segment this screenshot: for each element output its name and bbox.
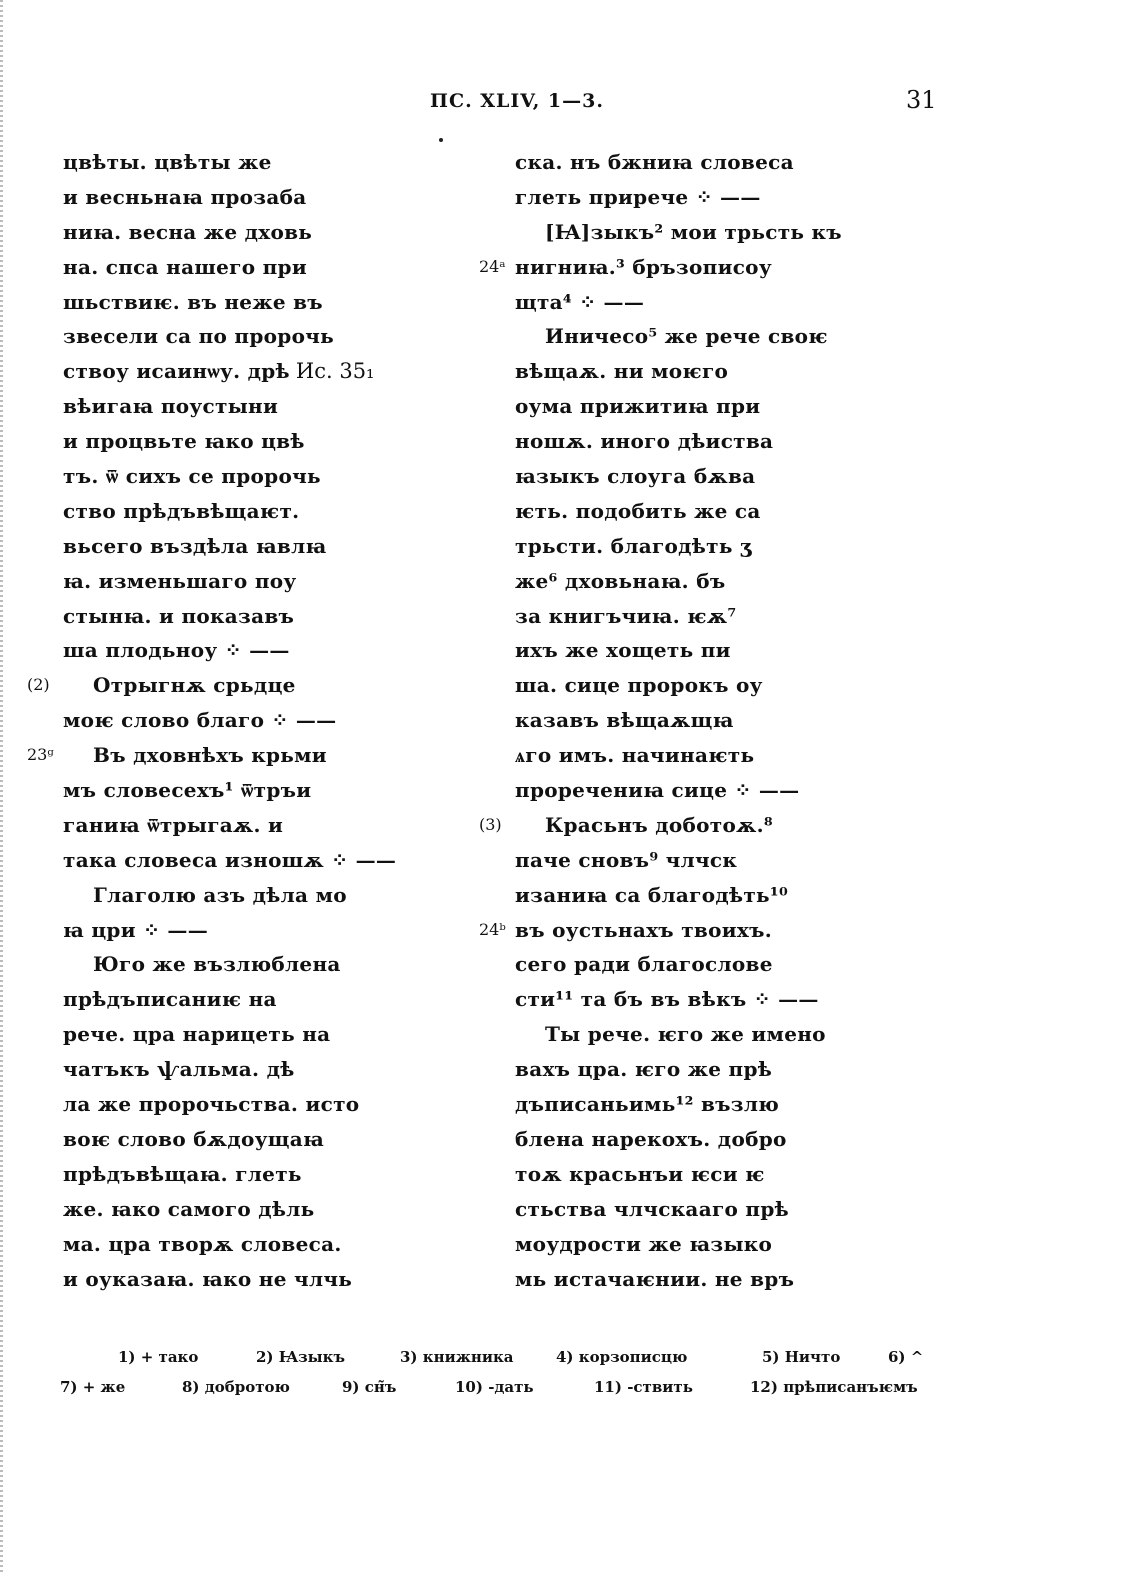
line-text: мь истачаѥнии. не връ <box>515 1266 795 1291</box>
line-text: ꙗзыкъ слоуга бѫва <box>515 464 756 489</box>
text-line <box>515 1122 842 1157</box>
line-text: и оуказаꙗ. ꙗко не члчь <box>63 1266 353 1291</box>
text-line <box>63 1262 396 1297</box>
line-text: щта⁴ ⁘ —— <box>515 289 645 314</box>
text-line <box>515 354 842 389</box>
text-line <box>515 1087 842 1122</box>
line-text: глеть прирече ⁘ —— <box>515 184 761 209</box>
line-text: и весньнаꙗ прозаба <box>63 184 307 209</box>
text-line <box>63 494 396 529</box>
text-line <box>515 215 842 250</box>
line-text: стынꙗ. и показавъ <box>63 603 295 628</box>
right-text-column <box>479 145 842 1296</box>
line-text: сти¹¹ та бъ въ вѣкъ ⁘ —— <box>515 987 819 1012</box>
line-text: за книгъчиꙗ. ѥѫ⁷ <box>515 603 737 628</box>
text-line <box>515 599 842 634</box>
text-line <box>63 459 396 494</box>
line-text: вьсего въздѣла ꙗвлꙗ <box>63 533 327 558</box>
text-line <box>515 878 842 913</box>
line-text: ѥть. подобить же са <box>515 498 761 523</box>
line-text: ска. нъ бжниꙗ словеса <box>515 150 794 174</box>
text-line <box>515 738 842 773</box>
text-line <box>63 145 396 180</box>
text-line <box>63 1192 396 1227</box>
line-text: ꙗ. изменьшаго поу <box>63 568 297 593</box>
text-line <box>515 843 842 878</box>
line-text: дъписаньимь¹² възлю <box>515 1092 780 1117</box>
text-line <box>63 633 396 668</box>
page-number: 31 <box>906 86 937 114</box>
text-line <box>515 459 842 494</box>
text-line <box>63 982 396 1017</box>
line-text: шьствиѥ. въ неже въ <box>63 289 323 314</box>
line-text: паче сновъ⁹ члчск <box>515 847 738 872</box>
line-text: стьства члчскааго прѣ <box>515 1196 789 1221</box>
text-line <box>515 145 842 180</box>
text-line <box>515 564 842 599</box>
line-text: ла же пророчьства. исто <box>63 1092 360 1117</box>
line-text: изаниꙗ са благодѣть¹⁰ <box>515 882 789 907</box>
text-line <box>63 1122 396 1157</box>
text-line <box>63 564 396 599</box>
margin-marker: 24ᵃ <box>479 256 506 276</box>
line-text: моѥ слово благо ⁘ —— <box>63 708 337 733</box>
text-line <box>515 389 842 424</box>
line-text: на. спса нашего при <box>63 254 307 279</box>
line-text: вахъ цра. ѥго же прѣ <box>515 1057 773 1082</box>
text-line <box>515 1192 842 1227</box>
margin-marker: 23ᵍ <box>27 745 54 765</box>
line-text: же⁶ дховьнаꙗ. бъ <box>515 568 726 593</box>
line-text: трьсти. благодѣть ʒ <box>515 533 752 558</box>
text-line <box>63 389 396 424</box>
text-line <box>63 1052 396 1087</box>
line-text: ниꙗ. весна же дховь <box>63 219 313 244</box>
text-line <box>515 633 842 668</box>
text-line <box>515 773 842 808</box>
line-text: нигниꙗ.³ бръзописоу <box>515 254 772 279</box>
text-line <box>63 773 396 808</box>
text-line <box>63 1087 396 1122</box>
text-line <box>63 319 396 354</box>
line-text: въ оустьнахъ твоихъ. <box>515 917 773 942</box>
text-line <box>63 1157 396 1192</box>
text-line <box>479 250 842 285</box>
footnote: 9) сн̃ъ <box>342 1378 397 1396</box>
margin-marker: 24ᵇ <box>479 919 506 939</box>
text-line <box>63 808 396 843</box>
line-text: ганиꙗ ѿтрыгаѫ. и <box>63 812 284 837</box>
footnote: 10) -дать <box>455 1378 534 1396</box>
footnote: 5) Ничто <box>762 1348 841 1366</box>
text-line <box>515 982 842 1017</box>
text-line <box>515 180 842 215</box>
line-text: Въ дховнѣхъ крьми <box>93 743 327 768</box>
line-text: Красьнъ доботоѫ.⁸ <box>545 812 773 837</box>
text-line <box>63 529 396 564</box>
text-line <box>515 1157 842 1192</box>
margin-marker: (3) <box>479 814 502 834</box>
text-line <box>63 215 396 250</box>
text-line <box>27 738 396 773</box>
line-text: воѥ слово бѫдоущаꙗ <box>63 1126 325 1151</box>
line-text: ꙗ цри ⁘ —— <box>63 917 209 942</box>
line-text: ношѫ. иного дѣиства <box>515 429 774 454</box>
line-text: Отрыгнѫ срьдце <box>93 673 296 698</box>
text-line <box>63 250 396 285</box>
text-line <box>515 285 842 320</box>
text-line <box>63 599 396 634</box>
line-text: ша плодьноу ⁘ —— <box>63 638 290 663</box>
line-text: блена нарекохъ. добро <box>515 1126 787 1151</box>
text-line <box>515 1262 842 1297</box>
text-line <box>63 1017 396 1052</box>
line-text: цвѣты. цвѣты же <box>63 150 272 174</box>
running-header: ПС. XLIV, 1—3. <box>430 90 604 112</box>
line-text: тоѫ красьнъи ѥси ѥ <box>515 1161 765 1186</box>
line-text: чатъкъ ѱальма. дѣ <box>63 1057 295 1082</box>
line-text: же. ꙗко самого дѣль <box>63 1196 315 1221</box>
line-text: ствоу исаинѡу. дрѣ <box>63 359 290 384</box>
left-text-column <box>27 145 397 1296</box>
line-text: казавъ вѣщаѫщꙗ <box>515 708 734 733</box>
margin-marker: (2) <box>27 675 50 695</box>
text-line <box>63 1227 396 1262</box>
text-line <box>63 180 396 215</box>
line-text: Юго же възлюблена <box>93 952 341 977</box>
line-text: ѧго имъ. начинаѥть <box>515 743 755 768</box>
ink-dot <box>439 138 443 142</box>
line-text: Ты рече. ѥго же имено <box>545 1022 826 1047</box>
text-line <box>515 947 842 982</box>
text-line <box>515 529 842 564</box>
footnote: 11) -ствить <box>594 1378 693 1396</box>
line-text: [Ꙗ]зыкъ² мои трьсть къ <box>545 219 842 244</box>
footnote: 3) книжника <box>400 1348 514 1366</box>
text-line <box>515 424 842 459</box>
text-line <box>479 808 842 843</box>
cross-reference: Ис. 35₁ <box>295 359 375 384</box>
text-line <box>479 913 842 948</box>
line-text: мъ словесехъ¹ ѿтръи <box>63 778 312 803</box>
line-text: сего ради благослове <box>515 952 773 977</box>
text-line <box>515 1017 842 1052</box>
line-text: рече. цра нарицеть на <box>63 1022 331 1047</box>
line-text: вѣигаꙗ поустыни <box>63 394 279 419</box>
text-line <box>515 703 842 738</box>
text-line <box>27 668 396 703</box>
text-line <box>63 703 396 738</box>
text-line <box>515 494 842 529</box>
text-line <box>63 947 396 982</box>
text-line <box>63 843 396 878</box>
line-text: оума прижитиꙗ при <box>515 394 761 419</box>
line-text: ство прѣдъвѣщаѥт. <box>63 498 300 523</box>
text-line <box>515 1052 842 1087</box>
line-text: и процвьте ꙗко цвѣ <box>63 429 305 454</box>
line-text: Иничесо⁵ же рече своѥ <box>545 324 828 349</box>
line-text: прѣдъвѣщаꙗ. глеть <box>63 1161 302 1186</box>
footnote: 8) добротою <box>182 1378 290 1396</box>
line-text: така словеса изношѫ ⁘ —— <box>63 847 397 872</box>
text-line <box>63 913 396 948</box>
line-text: тъ. ѿ сихъ се пророчь <box>63 464 321 489</box>
footnote: 2) Ꙗзыкъ <box>256 1348 346 1366</box>
text-line <box>515 319 842 354</box>
line-text: моудрости же ꙗзыко <box>515 1231 773 1256</box>
line-text: вѣщаѫ. ни моѥго <box>515 359 729 384</box>
text-line <box>63 878 396 913</box>
footnote: 7) + же <box>60 1378 126 1396</box>
footnote: 6) ^ <box>888 1348 924 1366</box>
footnote: 1) + тако <box>118 1348 199 1366</box>
line-text: ма. цра творѫ словеса. <box>63 1231 342 1256</box>
line-text: Глаголю азъ дѣла мо <box>93 882 347 907</box>
page-edge <box>0 0 3 1572</box>
text-line <box>515 1227 842 1262</box>
text-line <box>63 354 396 389</box>
text-line <box>63 285 396 320</box>
text-line <box>63 424 396 459</box>
footnote: 4) корзописцю <box>556 1348 688 1366</box>
line-text: прѣдъписаниѥ на <box>63 987 277 1012</box>
line-text: ихъ же хощеть пи <box>515 638 731 663</box>
line-text: ша. сице пророкъ оу <box>515 673 763 698</box>
line-text: проречениꙗ сице ⁘ —— <box>515 778 800 803</box>
footnote: 12) прѣписанъѥмъ <box>750 1378 918 1396</box>
text-line <box>515 668 842 703</box>
line-text: звесели са по пророчь <box>63 324 335 349</box>
